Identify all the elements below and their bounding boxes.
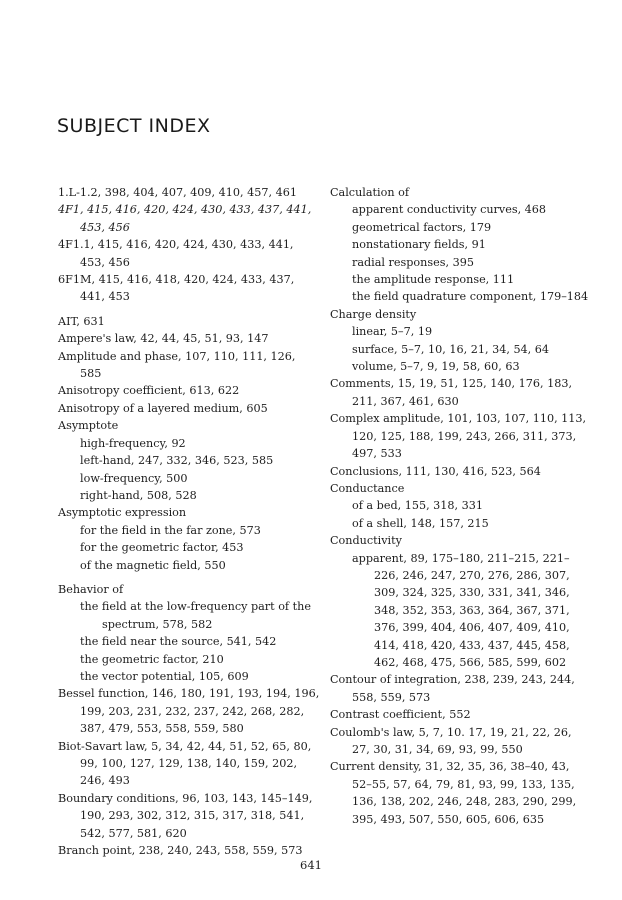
- index-subentry: low-frequency, 500: [80, 471, 188, 485]
- index-subentry: surface, 5–7, 10, 16, 21, 34, 54, 64: [352, 342, 550, 356]
- index-subentry: of a bed, 155, 318, 331: [352, 499, 483, 513]
- index-entry: Biot-Savart law, 5, 34, 42, 44, 51, 52, 65, 80, 99, 100, 127, 129, 138, 140, 159, 202, 246, 493: [58, 739, 312, 788]
- index-entry: Asymptote: [58, 419, 119, 433]
- index-entry: Conclusions, 111, 130, 416, 523, 564: [330, 464, 541, 478]
- index-subentry: of the magnetic field, 550: [80, 558, 226, 572]
- index-subentry: the amplitude response, 111: [352, 273, 515, 287]
- index-entry: 6F1M, 415, 416, 418, 420, 424, 433, 437, 441, 453: [58, 273, 295, 304]
- index-entry: Current density, 31, 32, 35, 36, 38–40, 43, 52–55, 57, 64, 79, 81, 93, 99, 133, 135, 136, 138, 202, 246, 248, 283, 290, 299, 395, 493, 507, 550, 605, 606, 635: [330, 760, 577, 826]
- index-subentry: for the field in the far zone, 573: [80, 523, 261, 537]
- index-entry: Anisotropy of a layered medium, 605: [58, 401, 268, 415]
- index-subentry: the geometric factor, 210: [80, 652, 224, 666]
- index-entry: Conductivity: [330, 534, 402, 548]
- index-subentry: for the geometric factor, 453: [80, 541, 244, 555]
- index-entry: 4F1.1, 415, 416, 420, 424, 430, 433, 441, 453, 456: [58, 238, 294, 269]
- index-entry: 4F1, 415, 416, 420, 424, 430, 433, 437, 441, 453, 456: [58, 203, 312, 234]
- index-entry: AIT, 631: [58, 314, 105, 328]
- index-entry: Complex amplitude, 101, 103, 107, 110, 113, 120, 125, 188, 199, 243, 266, 311, 373, 497, 533: [330, 412, 587, 461]
- index-column-right: [330, 184, 592, 828]
- index-entry: Bessel function, 146, 180, 191, 193, 194, 196, 199, 203, 231, 232, 237, 242, 268, 282, 387, 479, 553, 558, 559, 580: [58, 687, 320, 736]
- index-subentry: of a shell, 148, 157, 215: [352, 516, 489, 530]
- index-subentry: nonstationary fields, 91: [352, 238, 486, 252]
- index-entry: Anisotropy coefficient, 613, 622: [58, 384, 240, 398]
- index-entry: Contrast coefficient, 552: [330, 708, 471, 722]
- index-subentry: apparent conductivity curves, 468: [352, 203, 547, 217]
- index-entry: Calculation of: [330, 186, 409, 199]
- index-entry: Ampere's law, 42, 44, 45, 51, 93, 147: [58, 332, 269, 346]
- index-subentry: the field quadrature component, 179–184: [352, 290, 589, 304]
- index-entry: Branch point, 238, 240, 243, 558, 559, 573: [58, 844, 303, 858]
- index-entry: Behavior of: [58, 582, 124, 596]
- index-subentry: the vector potential, 105, 609: [80, 669, 249, 683]
- index-subentry: geometrical factors, 179: [352, 220, 492, 234]
- index-subentry: the field near the source, 541, 542: [80, 635, 277, 649]
- index-entry: Coulomb's law, 5, 7, 10. 17, 19, 21, 22, 26, 27, 30, 31, 34, 69, 93, 99, 550: [330, 725, 572, 756]
- index-subentry: the field at the low-frequency part of the spectrum, 578, 582: [80, 600, 311, 631]
- index-entry: Amplitude and phase, 107, 110, 111, 126, 585: [58, 349, 296, 381]
- index-subentry: high-frequency, 92: [80, 436, 186, 450]
- index-subentry: right-hand, 508, 528: [80, 488, 197, 502]
- index-subentry: linear, 5–7, 19: [352, 325, 433, 339]
- index-entry: Contour of integration, 238, 239, 243, 244, 558, 559, 573: [330, 673, 575, 704]
- index-entry: 1.L-1.2, 398, 404, 407, 409, 410, 457, 461: [58, 186, 297, 199]
- page-title: SUBJECT INDEX: [57, 115, 211, 137]
- index-entry: Conductance: [330, 481, 405, 495]
- index-subentry: apparent, 89, 175–180, 211–215, 221–226, 246, 247, 270, 276, 286, 307, 309, 324, 325, 330, 331, 341, 346, 348, 352, 353, 363, 364, 367, 371, 376, 399, 404, 406, 407, 409, 410, 414, 418, 420, 433, 437, 445, 458, 462, 468, 475, 566, 585, 599, 602: [352, 551, 570, 669]
- index-entry: Charge density: [330, 307, 417, 321]
- index-entry: Asymptotic expression: [58, 506, 187, 520]
- index-column-left: [58, 184, 320, 859]
- index-subentry: volume, 5–7, 9, 19, 58, 60, 63: [352, 360, 520, 374]
- page-number: 641: [300, 858, 322, 872]
- index-entry: Comments, 15, 19, 51, 125, 140, 176, 183, 211, 367, 461, 630: [330, 377, 573, 408]
- index-entry: Boundary conditions, 96, 103, 143, 145–149, 190, 293, 302, 312, 315, 317, 318, 541, 542, 577, 581, 620: [58, 791, 313, 840]
- index-subentry: left-hand, 247, 332, 346, 523, 585: [80, 454, 274, 468]
- index-subentry: radial responses, 395: [352, 255, 474, 269]
